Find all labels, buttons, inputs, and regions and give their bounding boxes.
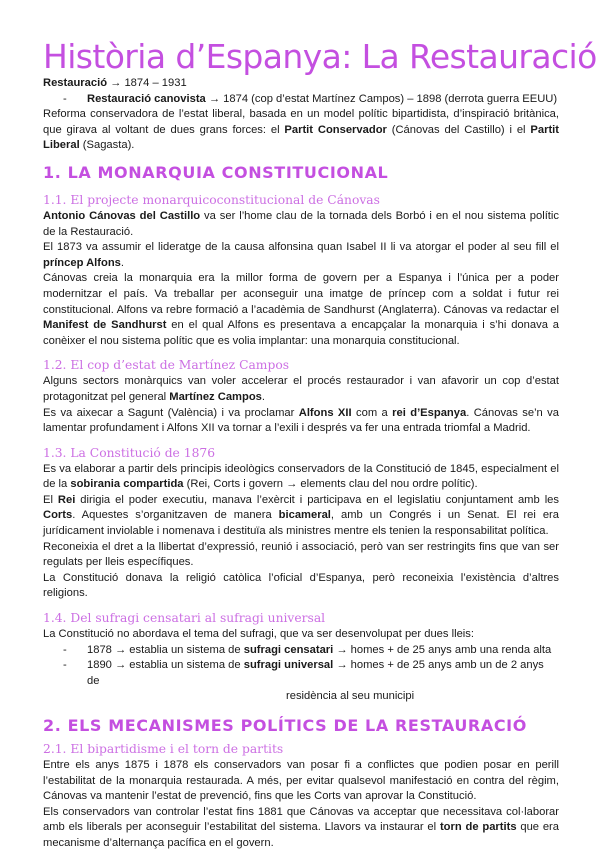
paragraph: El Rei dirigia el poder executiu, manava l’exèrcit i participava en el legislatiu conjuntament amb les Corts. Aquestes s’organitzaven de manera bicameral, amb un Congrés i un Senat. El rei era jurídicament inviolable i nomenava i destituïa als ministres mentre els tenien la responsabilitat política. (43, 493, 559, 538)
section-1-3-heading: 1.3. La Constitució de 1876 (43, 445, 216, 460)
section-1-2-heading: 1.2. El cop d’estat de Martínez Campos (43, 358, 290, 373)
list-item-continuation: residència al seu municipi (286, 690, 415, 703)
paragraph: Es va elaborar a partir dels principis ideològics conservadors de la Constitució de 1845, especialment el de la sobirania compartida (Rei, Corts i govern → elements clau del nou ordre polític). (43, 462, 559, 491)
paragraph: Els conservadors van controlar l’estat fins 1881 que Cánovas va acceptar que necessitava col·laborar amb els liberals per aconseguir l’estabilitat del sistema. Llavors va instaurar el torn de partits que era mecanisme d’alternança pacífica en el govern. (43, 805, 559, 849)
paragraph: Alguns sectors monàrquics van voler accelerar el procés restaurador i van afavorir un cop d’estat protagonitzat pel general Martínez Campos. (43, 375, 559, 403)
paragraph: Cánovas creia la monarquia era la millor forma de govern per a Espanya i l’única per a poder modernitzar el país. Va treballar per aconseguir una imatge de príncep com a soldat i futur rei constitucional. Alfons va rebre formació a l’acadèmia de Sandhurst (Anglaterra). Cánovas va redactar el Manifest de Sandhurst en el qual Alfons es presentava a encapçalar la monarquia i s’hi donava a conèixer el nou sistema polític que es volia implantar: una monarquia constitucional. (43, 272, 559, 347)
section-2-1-heading: 2.1. El bipartidisme i el torn de partits (43, 742, 284, 756)
paragraph: Reconeixia el dret a la llibertat d’expressió, reunió i associació, però van ser restringits fins que van ser regulats per lleis específiques. (43, 540, 559, 569)
paragraph: El 1873 va assumir el lideratge de la causa alfonsina quan Isabel II li va atorgar el poder al seu fill el príncep Alfons. (43, 241, 559, 269)
page-title: Història d’Espanya: La Restauració (43, 37, 597, 76)
section-1-1-heading: 1.1. El projecte monarquicoconstitucional de Cánovas (43, 192, 380, 207)
list-item: - 1878 → establia un sistema de sufragi censatari → homes + de 25 anys amb una renda alta (63, 643, 552, 656)
list-item: - 1890 → establia un sistema de sufragi universal → homes + de 25 anys amb un de 2 anys de (63, 659, 544, 687)
paragraph: Es va aixecar a Sagunt (València) i va proclamar Alfons XII com a rei d’Espanya. Cánovas se’n va lamentar profundament i Alfons XII va tornar a l’exili i després va fer una entrada triomfal a Madrid. (43, 406, 559, 435)
paragraph: La Constitució no abordava el tema del sufragi, que va ser desenvolupat per dues lleis: (43, 628, 474, 641)
canovista-bullet: - Restauració canovista → 1874 (cop d’estat Martínez Campos) – 1898 (derrota guerra EEUU) (63, 92, 558, 105)
section-1-4-heading: 1.4. Del sufragi censatari al sufragi universal (43, 611, 326, 626)
paragraph: Entre els anys 1875 i 1878 els conservadors van posar fi a conflictes que podien posar en perill l’estabilitat de la monarquia restaurada. A més, per evitar qualsevol manifestació en contra del règim, Cánovas va mantenir l’estat de prevenció, fins que les Corts van aprovar la Constitució. (43, 759, 559, 803)
restauracio-line: Restauració → 1874 – 1931 (43, 77, 187, 89)
section-2-heading: 2. ELS MECANISMES POLÍTICS DE LA RESTAURACIÓ (43, 716, 527, 735)
section-1-heading: 1. LA MONARQUIA CONSTITUCIONAL (43, 162, 389, 182)
intro-paragraph: Reforma conservadora de l’estat liberal, basada en un model polític bipartidista, d’inspiració britànica, que girava al voltant de dues grans forces: el Partit Conservador (Cánovas del Castillo) i el Partit Liberal (Sagasta). (43, 108, 560, 152)
paragraph: La Constitució donava la religió catòlica l’oficial d’Espanya, però reconeixia l’existència d’altres religions. (43, 571, 559, 600)
paragraph: Antonio Cánovas del Castillo va ser l’home clau de la tornada dels Borbó i en el nou sistema polític de la Restauració. (43, 209, 559, 238)
